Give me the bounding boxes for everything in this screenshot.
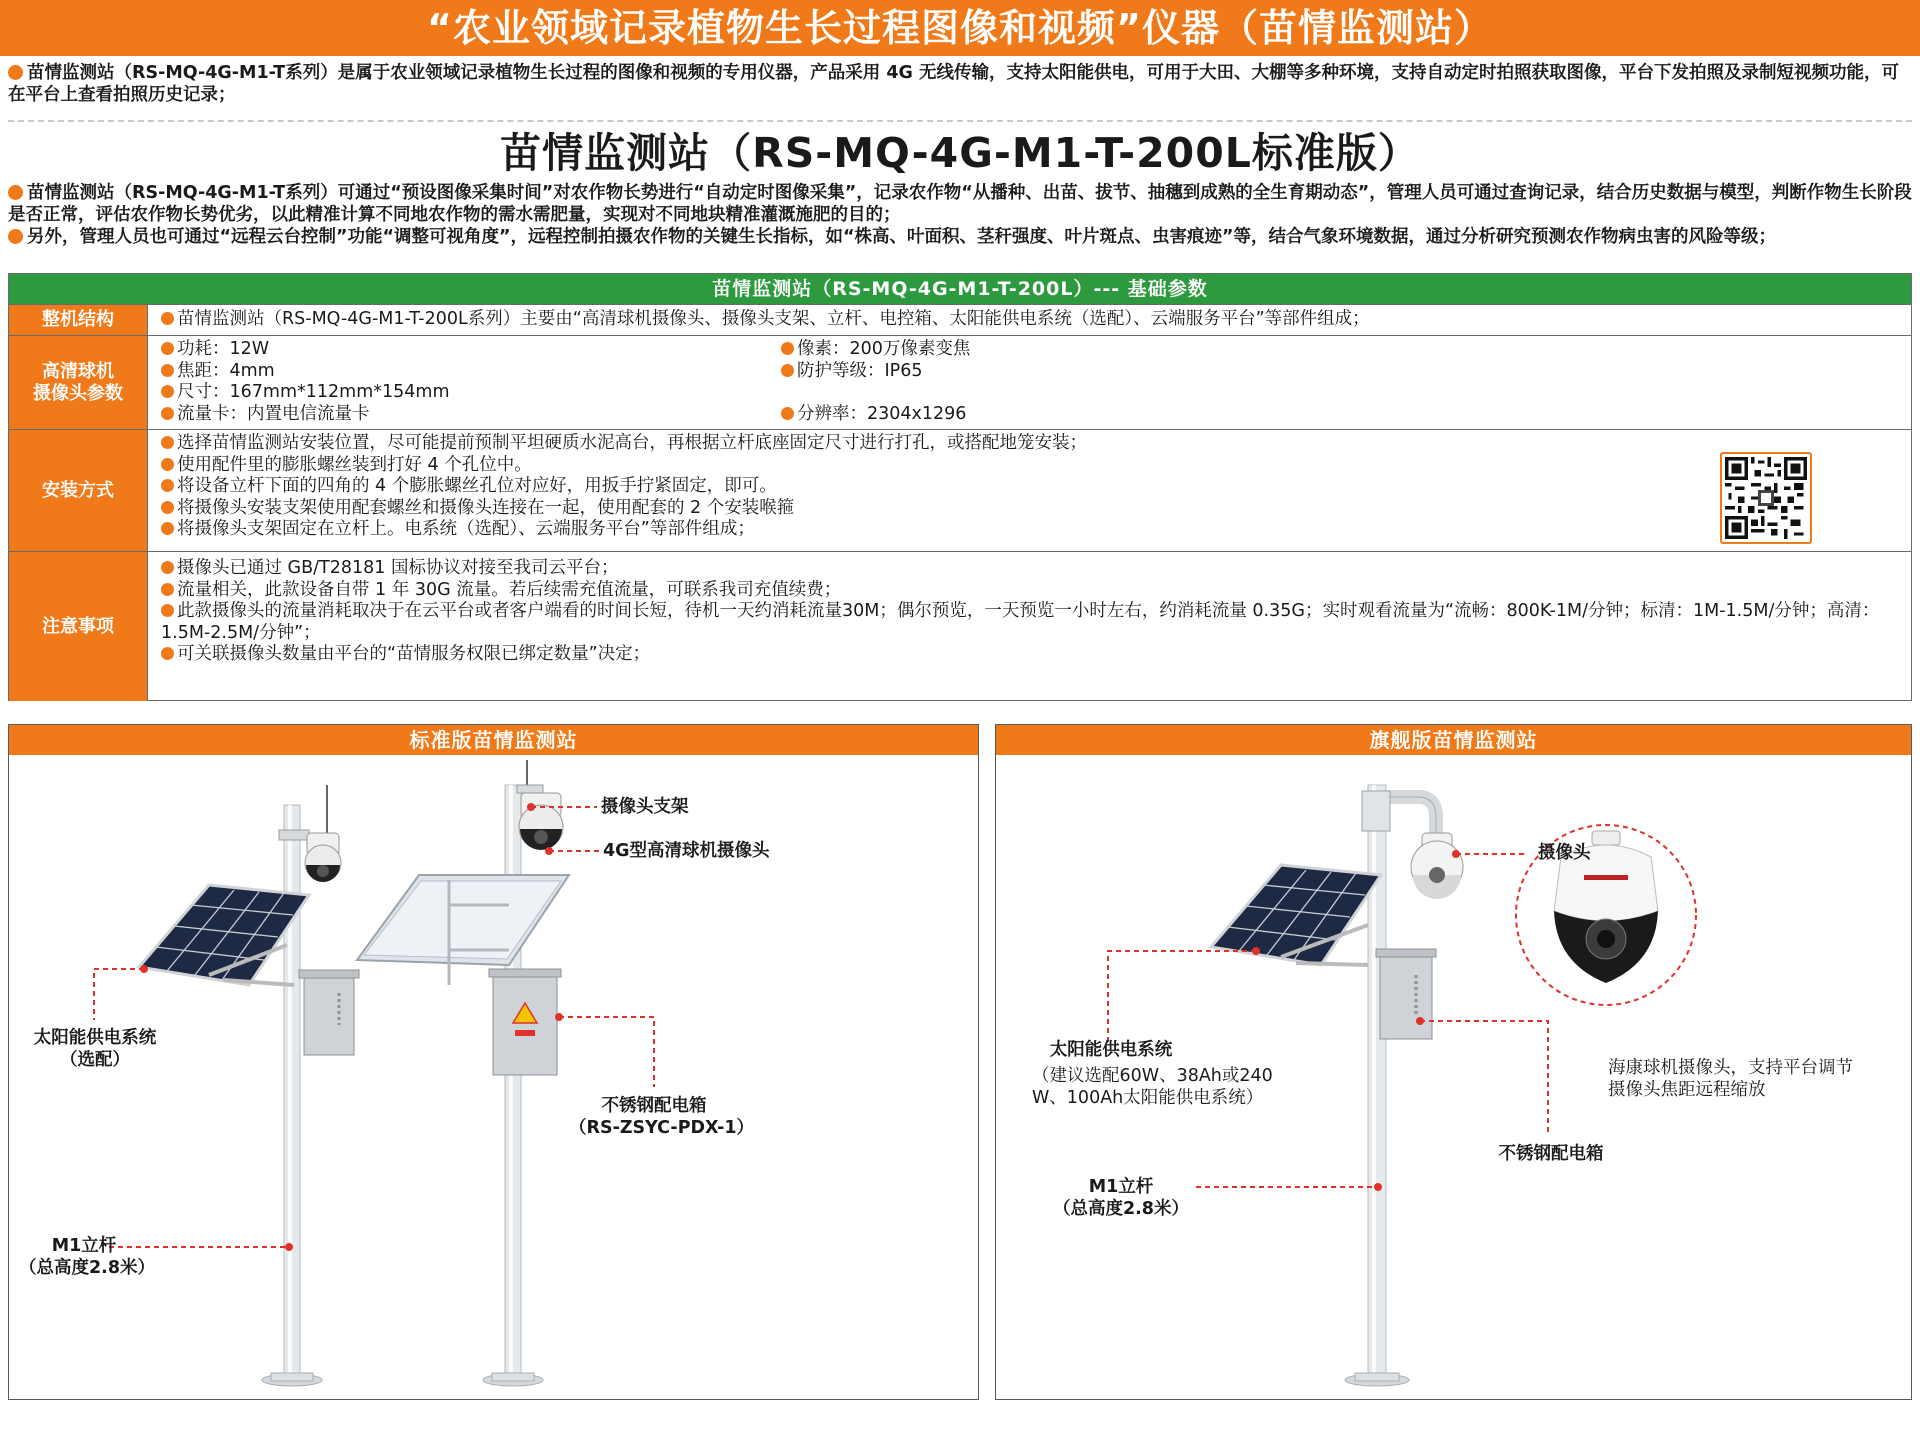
- bullet-dot-icon: [8, 185, 23, 200]
- description-2: [8, 226, 1912, 248]
- hikvision-caption-line1: 海康球机摄像头，支持平台调节: [1608, 1058, 1853, 1078]
- install-list: [161, 433, 1901, 541]
- bullet-dot-icon: [161, 407, 174, 420]
- note-item: [161, 580, 1901, 602]
- intro-text: 苗情监测站（RS-MQ-4G-M1-T系列）是属于农业领域记录植物生长过程的图像和视频的专用仪器，产品采用 4G 无线传输，支持太阳能供电，可用于大田、大棚等多种环境，支持自动定时拍照获取图像，平台下发拍照及录制短视频功能，可在平台上查看拍照历史记录；: [8, 63, 1899, 105]
- install-item-text: 将摄像头支架固定在立杆上。电系统（选配）、云端服务平台”等部件组成；: [177, 519, 755, 539]
- flagship-panel-title: 旗舰版苗情监测站: [996, 725, 1911, 755]
- notes-list: [161, 558, 1901, 666]
- flagship-solar-note: [1032, 1065, 1273, 1109]
- solar-label-line1: 太阳能供电系统: [33, 1028, 157, 1048]
- install-item-text: 选择苗情监测站安装位置，尽可能提前预制平坦硬质水泥高台，再根据立杆底座固定尺寸进行打孔，或搭配地笼安装；: [177, 433, 1087, 453]
- bullet-dot-icon: [161, 479, 174, 492]
- param-item: [781, 361, 970, 383]
- bullet-dot-icon: [161, 647, 174, 660]
- note-item-text: 流量相关，此款设备自带 1 年 30G 流量。若后续需充值流量，可联系我司充值续费；: [177, 579, 842, 600]
- divider: [8, 120, 1912, 122]
- install-item-text: 使用配件里的膨胀螺丝装到打好 4 个孔位中。: [177, 454, 532, 475]
- bullet-dot-icon: [781, 407, 794, 420]
- camera-station-3: [1411, 833, 1463, 899]
- camera-station-2: [517, 785, 563, 850]
- param-item: [161, 361, 450, 383]
- flagship-solar-note-line1: （建议选配60W、38Ah或240: [1032, 1066, 1273, 1086]
- row-label-notes: 注意事项: [9, 552, 148, 701]
- structure-text: [161, 309, 1901, 331]
- pole-label-line2: （总高度2.8米）: [19, 1258, 156, 1278]
- flagship-solar-note-line2: W、100Ah太阳能供电系统）: [1032, 1088, 1264, 1108]
- electric-box-2: [489, 969, 561, 1075]
- standard-panel: [8, 724, 979, 1400]
- description-2-text: 另外，管理人员也可通过“远程云台控制”功能“调整可视角度”，远程控制拍摄农作物的关键生长指标，如“株高、叶面积、茎秆强度、叶片斑点、虫害痕迹”等，结合气象环境数据，通过分析研究预测农作物病虫害的风险等级；: [27, 227, 1777, 247]
- bullet-dot-icon: [781, 364, 794, 377]
- flagship-solar-label: 太阳能供电系统: [1049, 1040, 1173, 1060]
- structure-text-value: 苗情监测站（RS-MQ-4G-M1-T-200L系列）主要由“高清球机摄像头、摄像头支架、立杆、电控箱、太阳能供电系统（选配）、云端服务平台”等部件组成；: [177, 309, 1370, 329]
- product-title: 苗情监测站（RS-MQ-4G-M1-T-200L标准版）: [500, 129, 1420, 177]
- install-item: [161, 433, 1901, 455]
- bracket-label: 摄像头支架: [601, 797, 689, 817]
- row-label-camera: [9, 336, 148, 429]
- callout-lines: [94, 807, 654, 1247]
- install-item-text: 将摄像头安装支架使用配套螺丝和摄像头连接在一起，使用配套的 2 个安装喉箍: [177, 497, 795, 518]
- hikvision-caption-line2: 摄像头焦距远程缩放: [1608, 1080, 1766, 1100]
- description-1: [8, 182, 1912, 226]
- param-item: [161, 404, 450, 426]
- box-label: [569, 1095, 755, 1139]
- box-label-line1: 不锈钢配电箱: [601, 1096, 707, 1116]
- electric-box-1: [299, 970, 359, 1055]
- flagship-box-label: 不锈钢配电箱: [1498, 1144, 1604, 1164]
- bullet-dot-icon: [161, 436, 174, 449]
- bullet-dot-icon: [161, 522, 174, 535]
- bullet-dot-icon: [161, 364, 174, 377]
- spec-table-header: 苗情监测站（RS-MQ-4G-M1-T-200L）--- 基础参数: [9, 274, 1911, 304]
- flagship-pole-label-line2: （总高度2.8米）: [1052, 1199, 1189, 1219]
- intro-paragraph: [8, 62, 1912, 106]
- solar-label-line2: （选配）: [60, 1050, 130, 1070]
- install-item: [161, 498, 1901, 520]
- electric-box-3: [1376, 949, 1436, 1039]
- row-structure: [9, 304, 1911, 335]
- param-focal: 焦距：4mm: [177, 360, 275, 381]
- note-item: [161, 601, 1901, 644]
- note-item-text: 摄像头已通过 GB/T28181 国标协议对接至我司云平台；: [177, 558, 619, 578]
- camera-label-line2: 摄像头参数: [33, 382, 123, 404]
- flagship-camera-label: 摄像头: [1538, 843, 1591, 863]
- param-power: 功耗：12W: [177, 339, 270, 359]
- bullet-dot-icon: [161, 458, 174, 471]
- description-1-text: 苗情监测站（RS-MQ-4G-M1-T系列）可通过“预设图像采集时间”对农作物长势进行“自动定时图像采集”，记录农作物“从播种、出苗、拔节、抽穗到成熟的全生育期动态”，管理人员可通过查询记录，结合历史数据与模型，判断作物生长阶段是否正常，评估农作物长势优劣，以此精准计算不同地农作物的需水需肥量，实现对不同地块精准灌溉施肥的目的；: [8, 183, 1912, 225]
- param-sim: 流量卡：内置电信流量卡: [177, 403, 370, 424]
- param-item: [161, 339, 450, 361]
- param-pixels: 像素：200万像素变焦: [797, 339, 971, 359]
- spec-table: [8, 273, 1912, 701]
- row-camera-params: [9, 335, 1911, 429]
- bullet-dot-icon: [781, 342, 794, 355]
- bullet-dot-icon: [161, 501, 174, 514]
- flagship-panel: [995, 724, 1912, 1400]
- solar-label: [27, 1027, 163, 1071]
- bullet-dot-icon: [8, 65, 23, 80]
- note-item: [161, 558, 1901, 580]
- param-size: 尺寸：167mm*112mm*154mm: [177, 382, 450, 402]
- note-item-text: 可关联摄像头数量由平台的“苗情服务权限已绑定数量”决定；: [177, 644, 651, 664]
- row-label-structure: 整机结构: [9, 305, 148, 335]
- install-item: [161, 455, 1901, 477]
- bullet-dot-icon: [161, 342, 174, 355]
- param-protection: 防护等级：IP65: [797, 360, 923, 381]
- box-label-line2: （RS-ZSYC-PDX-1）: [569, 1118, 755, 1138]
- install-item: [161, 519, 1901, 541]
- param-resolution: 分辨率：2304x1296: [797, 403, 967, 424]
- qr-code[interactable]: [1720, 452, 1812, 544]
- bullet-dot-icon: [161, 385, 174, 398]
- row-notes: [9, 551, 1911, 701]
- note-item-text: 此款摄像头的流量消耗取决于在云平台或者客户端看的时间长短，待机一天约消耗流量30M；偶尔预览，一天预览一小时左右，约消耗流量 0.35G；实时观看流量为“流畅：800K-1M/分钟；标清：1M-1.5M/分钟；高清：1.5M-2.5M/分钟”；: [161, 601, 1880, 643]
- camera-arm: [1362, 791, 1436, 835]
- bullet-dot-icon: [8, 229, 23, 244]
- pole-label: [19, 1235, 156, 1279]
- param-item: [781, 404, 970, 426]
- param-item: [161, 382, 450, 404]
- note-item: [161, 644, 1901, 666]
- param-item: [781, 339, 970, 361]
- flagship-pole-label-line1: M1立杆: [1088, 1177, 1154, 1197]
- qr-code-icon: [1725, 457, 1807, 539]
- hikvision-caption: [1608, 1057, 1853, 1101]
- bullet-dot-icon: [161, 312, 174, 325]
- row-label-install: 安装方式: [9, 430, 148, 551]
- bullet-dot-icon: [161, 604, 174, 617]
- flagship-pole-label: [1051, 1176, 1191, 1220]
- standard-panel-title: 标准版苗情监测站: [9, 725, 978, 755]
- bullet-dot-icon: [161, 583, 174, 596]
- camera-label: 4G型高清球机摄像头: [603, 841, 770, 861]
- bullet-dot-icon: [161, 561, 174, 574]
- camera-label-line1: 高清球机: [42, 360, 114, 382]
- pole-label-line1: M1立杆: [51, 1236, 117, 1256]
- install-item-text: 将设备立杆下面的四角的 4 个膨胀螺丝孔位对应好，用扳手拧紧固定，即可。: [177, 476, 777, 496]
- install-item: [161, 476, 1901, 498]
- banner-title: “农业领域记录植物生长过程图像和视频”仪器（苗情监测站）: [0, 0, 1920, 56]
- row-install: [9, 429, 1911, 551]
